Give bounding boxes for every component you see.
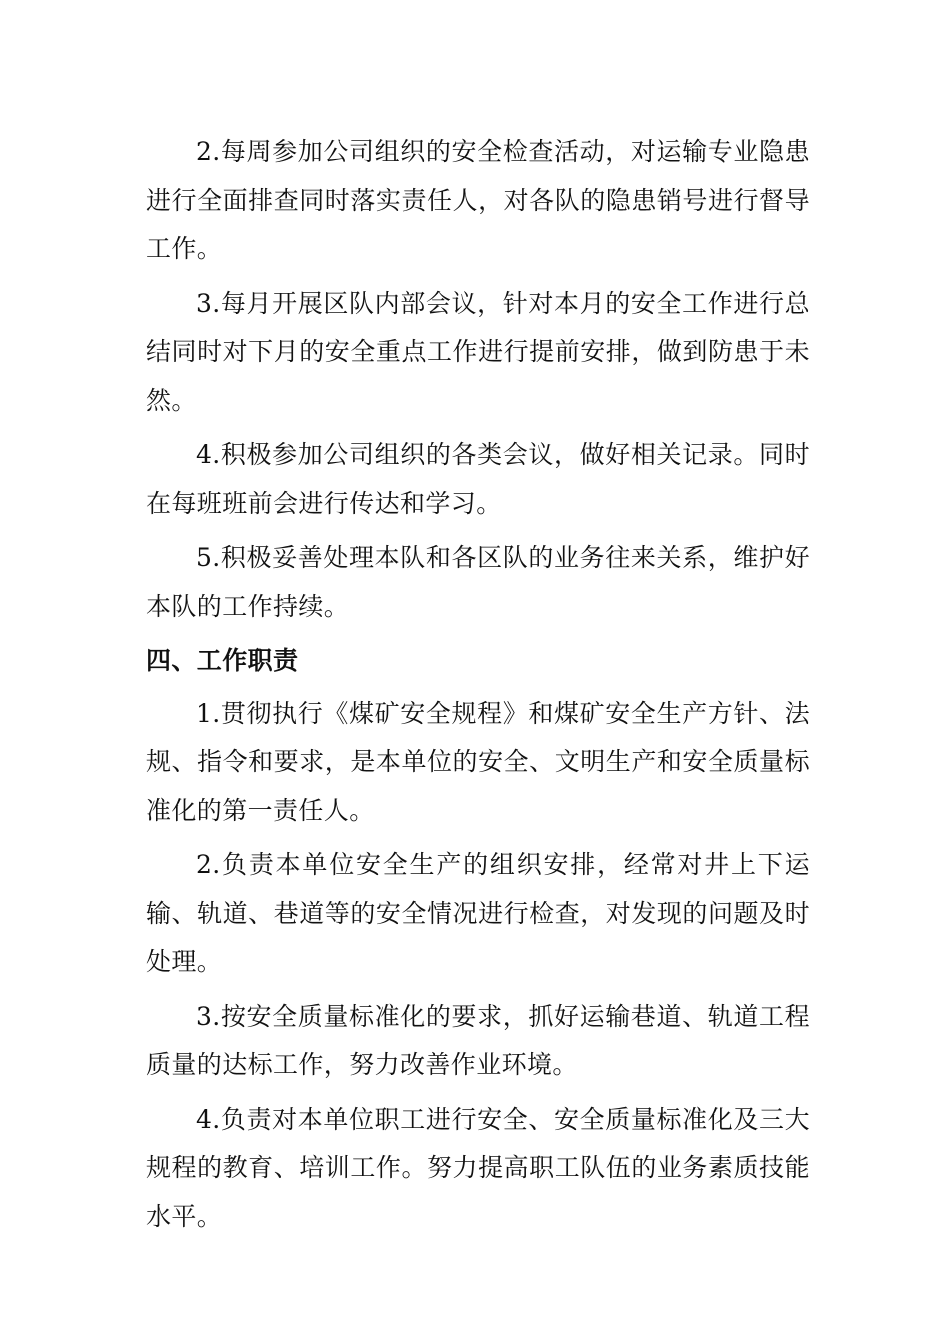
paragraph-duty-4: 4.负责对本单位职工进行安全、安全质量标准化及三大规程的教育、培训工作。努力提高职工队伍的业务素质技能水平。 [146,1104,810,1231]
paragraph-duty-3: 3.按安全质量标准化的要求，抓好运输巷道、轨道工程质量的达标工作，努力改善作业环境。 [146,1001,810,1079]
paragraph-weekly-inspection: 2.每周参加公司组织的安全检查活动，对运输专业隐患进行全面排查同时落实责任人，对各队的隐患销号进行督导工作。 [146,137,810,263]
section-heading-duties: 四、工作职责 [146,646,299,675]
document-page [146,128,810,1241]
paragraph-company-meetings: 4.积极参加公司组织的各类会议，做好相关记录。同时在每班班前会进行传达和学习。 [146,440,810,518]
paragraph-monthly-meeting: 3.每月开展区队内部会议，针对本月的安全工作进行总结同时对下月的安全重点工作进行提前安排，做到防患于未然。 [146,288,810,415]
paragraph-business-relations: 5.积极妥善处理本队和各区队的业务往来关系，维护好本队的工作持续。 [146,543,810,621]
paragraph-duty-2: 2.负责本单位安全生产的组织安排，经常对井上下运输、轨道、巷道等的安全情况进行检查，对发现的问题及时处理。 [146,850,810,976]
paragraph-duty-1: 1.贯彻执行《煤矿安全规程》和煤矿安全生产方针、法规、指令和要求，是本单位的安全、文明生产和安全质量标准化的第一责任人。 [146,698,810,825]
